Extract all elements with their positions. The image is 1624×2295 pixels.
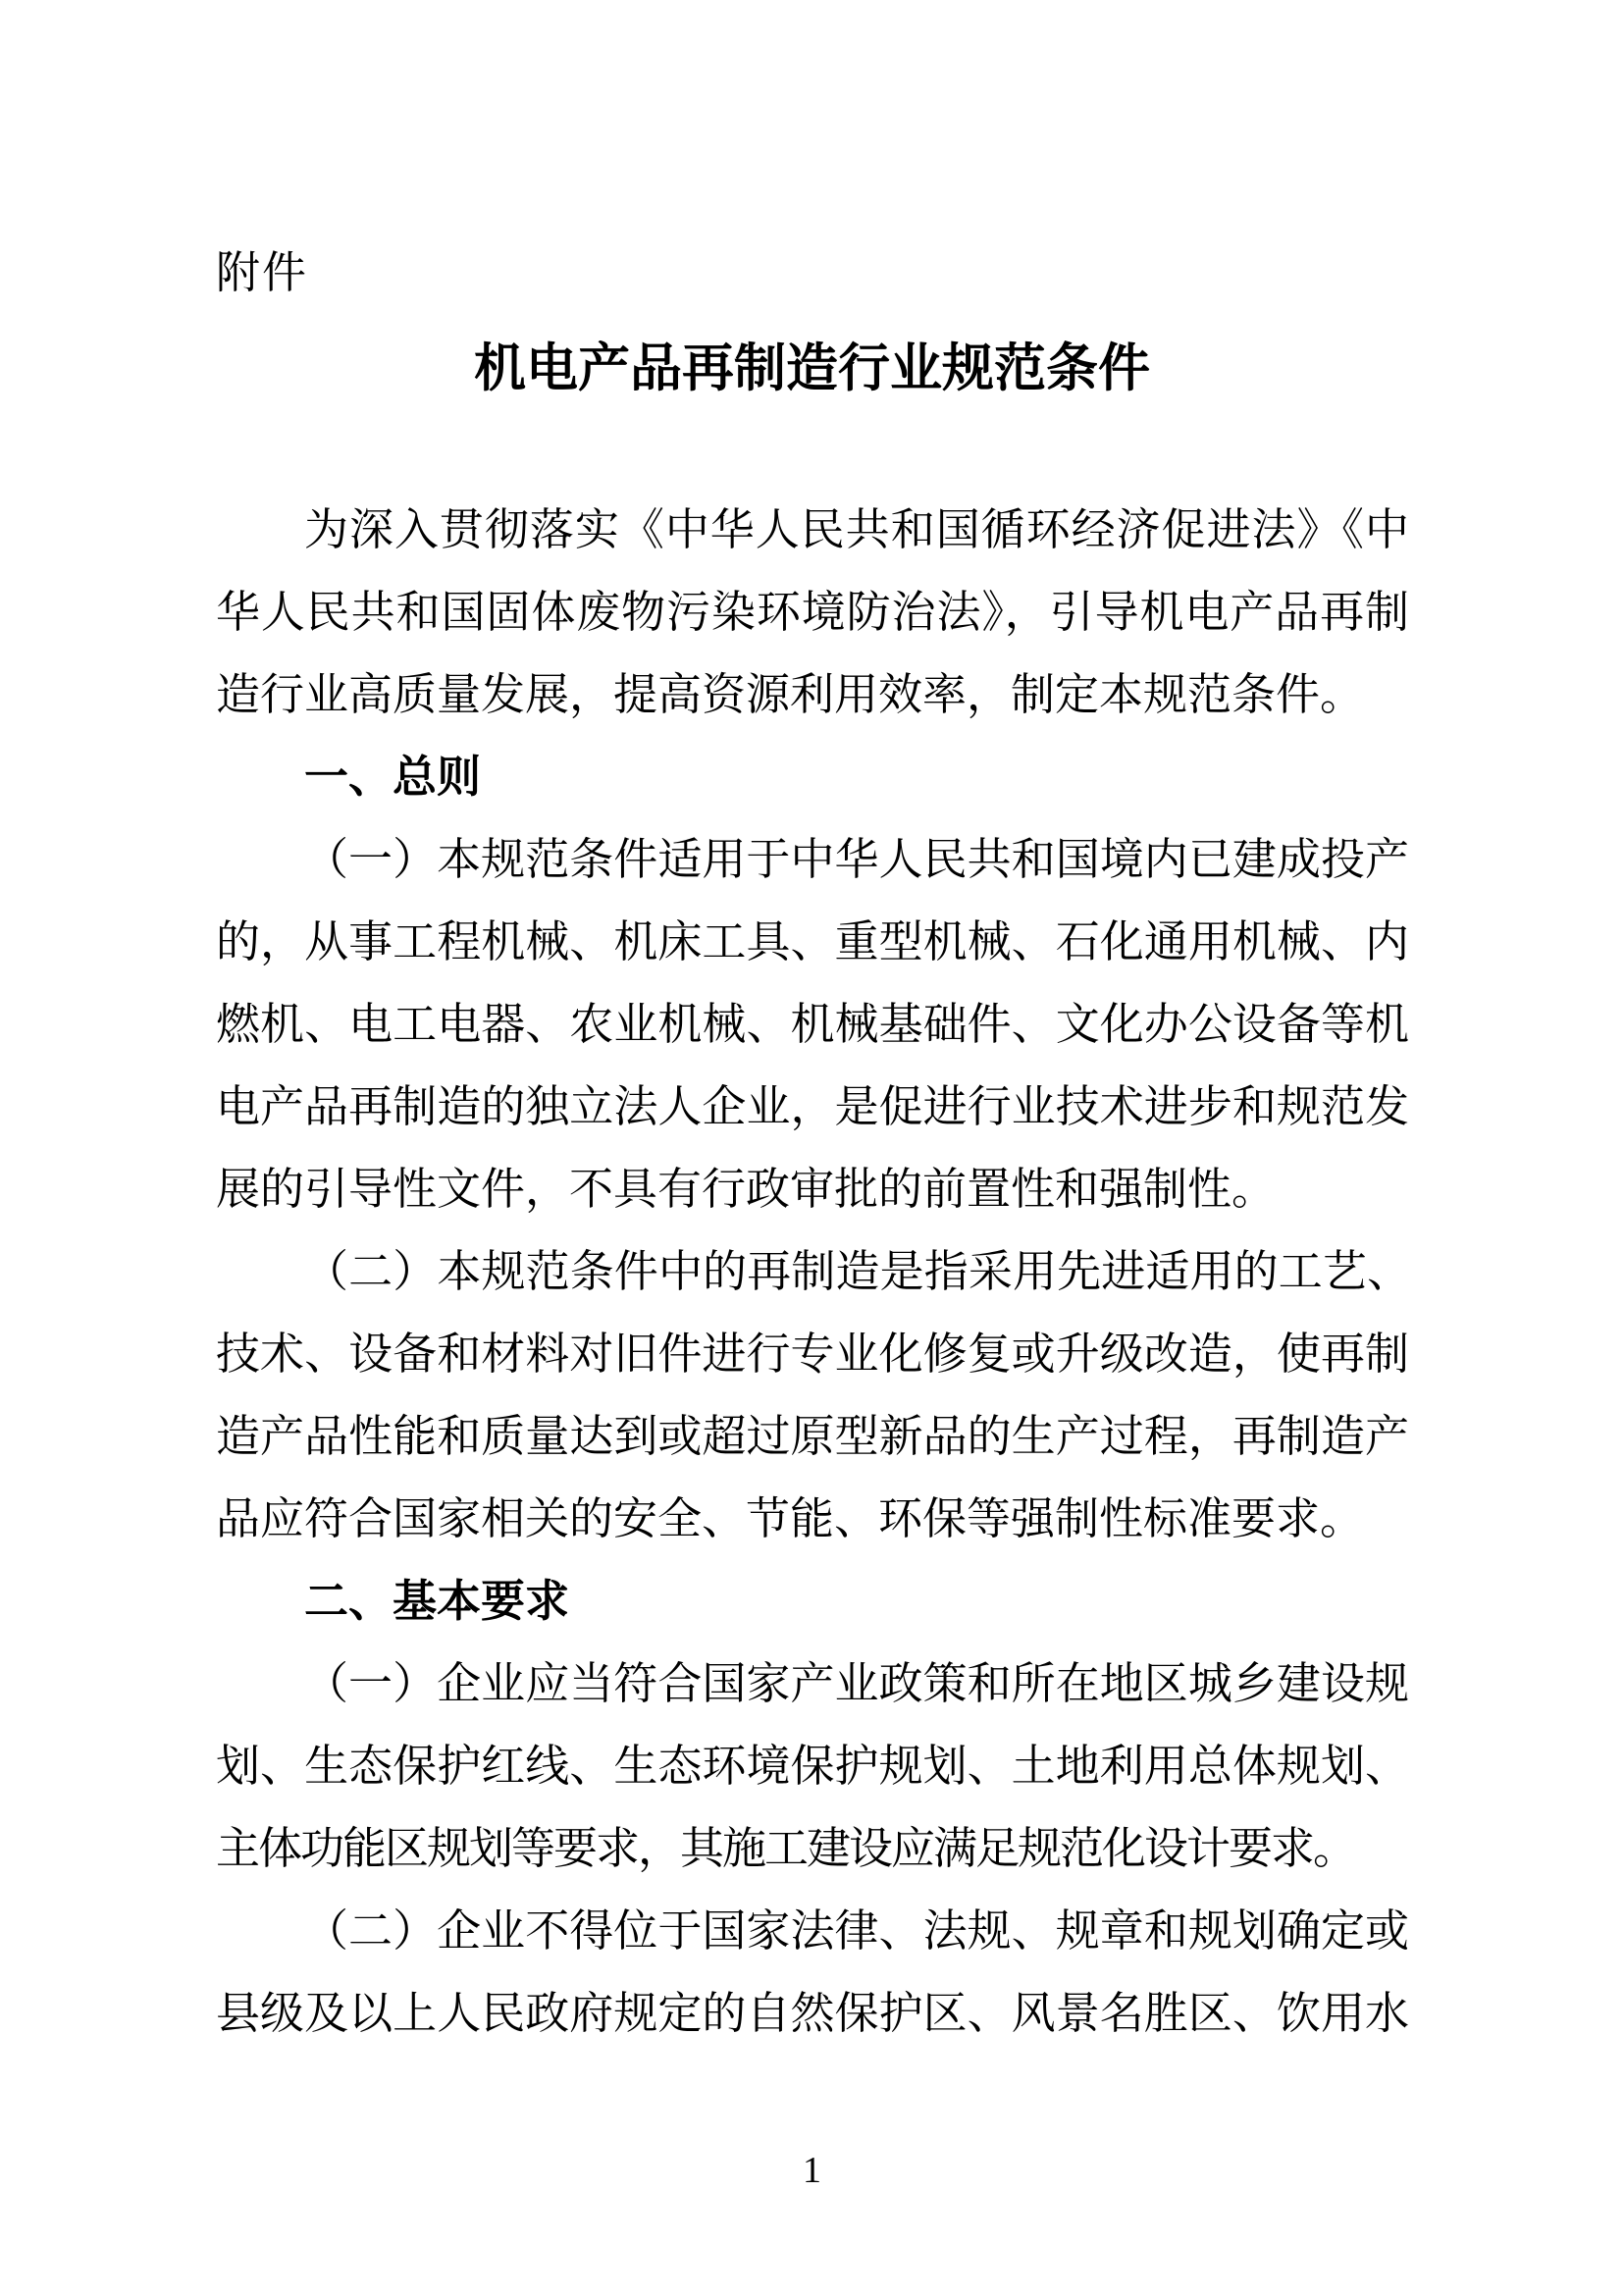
body-line: 品应符合国家相关的安全、节能、环保等强制性标准要求。 xyxy=(216,1494,1365,1543)
body-line: 技术、设备和材料对旧件进行专业化修复或升级改造，使再制 xyxy=(216,1330,1409,1379)
body-line: 造行业高质量发展，提高资源利用效率，制定本规范条件。 xyxy=(216,670,1365,719)
attachment-label: 附件 xyxy=(216,247,309,297)
body-line: 展的引导性文件，不具有行政审批的前置性和强制性。 xyxy=(216,1165,1277,1214)
page-number: 1 xyxy=(803,2150,821,2191)
document-title: 机电产品再制造行业规范条件 xyxy=(474,340,1150,397)
body-line: （二）本规范条件中的再制造是指采用先进适用的工艺、 xyxy=(304,1247,1409,1296)
body-line: 燃机、电工电器、农业机械、机械基础件、文化办公设备等机 xyxy=(216,1000,1409,1049)
body-line: 电产品再制造的独立法人企业，是促进行业技术进步和规范发 xyxy=(216,1082,1409,1131)
body-line: 造产品性能和质量达到或超过原型新品的生产过程，再制造产 xyxy=(216,1412,1409,1461)
body-line: 的，从事工程机械、机床工具、重型机械、石化通用机械、内 xyxy=(216,917,1409,966)
body-line: （一）本规范条件适用于中华人民共和国境内已建成投产 xyxy=(304,835,1409,884)
document-body xyxy=(216,489,1409,2055)
body-line: （一）企业应当符合国家产业政策和所在地区城乡建设规 xyxy=(304,1659,1409,1708)
body-line: 县级及以上人民政府规定的自然保护区、风景名胜区、饮用水 xyxy=(216,1989,1409,2038)
body-line: （二）企业不得位于国家法律、法规、规章和规划确定或 xyxy=(304,1906,1409,1956)
section-heading: 二、基本要求 xyxy=(304,1576,570,1626)
body-line: 划、生态保护红线、生态环境保护规划、土地利用总体规划、 xyxy=(216,1742,1409,1791)
section-heading: 一、总则 xyxy=(304,752,482,802)
body-line: 为深入贯彻落实《中华人民共和国循环经济促进法》《中 xyxy=(304,505,1409,554)
body-line: 主体功能区规划等要求，其施工建设应满足规范化设计要求。 xyxy=(216,1824,1356,1873)
body-line: 华人民共和国固体废物污染环境防治法》，引导机电产品再制 xyxy=(216,588,1409,637)
